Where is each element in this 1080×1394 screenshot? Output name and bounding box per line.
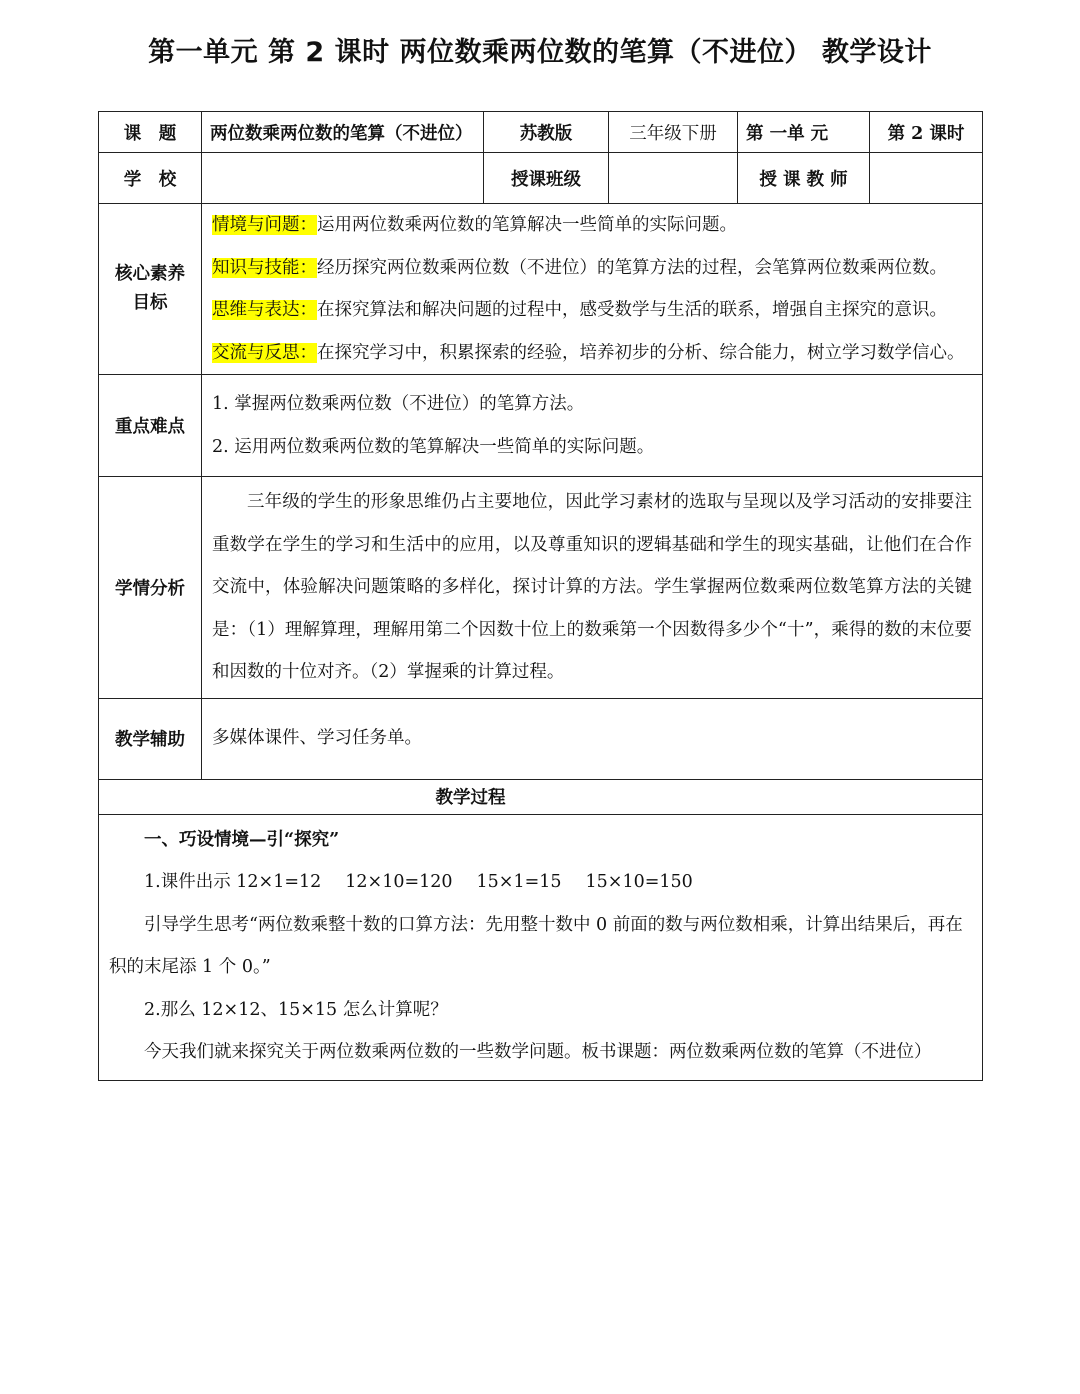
class-label: 授课班级 xyxy=(484,153,609,204)
process-title-row xyxy=(99,779,983,814)
topic-value: 两位数乘两位数的笔算（不进位） xyxy=(202,112,484,153)
header-row-topic xyxy=(99,112,983,153)
goal-text: 经历探究两位数乘两位数（不进位）的笔算方法的过程，会笔算两位数乘两位数。 xyxy=(317,257,947,278)
goals-content xyxy=(202,204,983,375)
key-point-item: 1. 掌握两位数乘两位数（不进位）的笔算方法。 xyxy=(212,394,585,414)
publisher: 苏教版 xyxy=(484,112,609,153)
goals-label-line1: 核心素养 xyxy=(115,264,185,284)
teacher-label: 授 课 教 师 xyxy=(738,153,870,204)
step-2: 2.那么 12×12、15×15 怎么计算呢？ xyxy=(144,999,448,1020)
process-row xyxy=(99,814,983,1080)
topic-label: 课 题 xyxy=(99,112,202,153)
formula: 15×1=15 xyxy=(476,872,562,892)
header-row-school xyxy=(99,153,983,204)
goal-tag-highlight: 情境与问题： xyxy=(212,215,317,235)
goals-label-line2: 目标 xyxy=(132,293,168,313)
goals-label xyxy=(99,204,202,375)
guide-text: 引导学生思考“两位数乘整十数的口算方法：先用整十数中 0 前面的数与两位数相乘，计算出结果后，再在积的末尾添 1 个 0。” xyxy=(109,914,963,977)
step-1-prefix: 1.课件出示 xyxy=(144,872,237,892)
intro-text: 今天我们就来探究关于两位数乘两位数的一些数学问题。板书课题：两位数乘两位数的笔算（不进位） xyxy=(144,1042,932,1062)
key-points-row xyxy=(99,375,983,477)
formula: 15×10=150 xyxy=(585,872,693,892)
goal-tag-highlight: 交流与反思： xyxy=(212,342,317,363)
grade: 三年级下册 xyxy=(609,112,738,153)
goal-item xyxy=(212,204,972,247)
goal-item xyxy=(212,247,972,290)
goals-row xyxy=(99,204,983,375)
aids-row xyxy=(99,698,983,779)
formula: 12×1=12 xyxy=(236,872,322,892)
goal-text: 在探究学习中，积累探索的经验，培养初步的分析、综合能力，树立学习数学信心。 xyxy=(317,342,965,363)
analysis-row xyxy=(99,477,983,699)
analysis-text: 三年级的学生的形象思维仍占主要地位，因此学习素材的选取与呈现以及学习活动的安排要注重数学在学生的学习和生活中的应用，以及尊重知识的逻辑基础和学生的现实基础，让他们在合作交流中，体验解决问题策略的多样化，探讨计算的方法。学生掌握两位数乘两位数笔算方法的关键是：（1）理解算理，理解用第二个因数十位上的数乘第一个因数得多少个“十”，乘得的数的末位要和因数的十位对齐。（2）掌握乘的计算过程。 xyxy=(202,477,983,699)
key-points-label: 重点难点 xyxy=(99,375,202,477)
lesson-plan-table xyxy=(98,111,983,1081)
lesson-number: 第 2 课时 xyxy=(870,112,983,153)
goal-text: 在探究算法和解决问题的过程中，感受数学与生活的联系，增强自主探究的意识。 xyxy=(317,300,947,320)
document-title: 第一单元 第 2 课时 两位数乘两位数的笔算（不进位） 教学设计 xyxy=(148,37,932,68)
unit: 第 一单 元 xyxy=(738,112,870,153)
goal-item xyxy=(212,289,972,332)
goal-item xyxy=(212,332,972,375)
section-heading: 一、巧设情境—引“探究” xyxy=(144,829,340,850)
school-label: 学 校 xyxy=(99,153,202,204)
step-1 xyxy=(109,861,972,904)
process-content xyxy=(99,814,983,1080)
analysis-label: 学情分析 xyxy=(99,477,202,699)
process-title: 教学过程 xyxy=(99,779,983,814)
formula: 12×10=120 xyxy=(345,872,453,892)
school-value xyxy=(202,153,484,204)
goal-tag-highlight: 思维与表达： xyxy=(212,300,317,320)
aids-text: 多媒体课件、学习任务单。 xyxy=(202,698,983,779)
key-point-item: 2. 运用两位数乘两位数的笔算解决一些简单的实际问题。 xyxy=(212,436,655,457)
key-points-content xyxy=(202,375,983,477)
aids-label: 教学辅助 xyxy=(99,698,202,779)
goal-text: 运用两位数乘两位数的笔算解决一些简单的实际问题。 xyxy=(317,215,737,235)
class-value xyxy=(609,153,738,204)
teacher-value xyxy=(870,153,983,204)
goal-tag-highlight: 知识与技能： xyxy=(212,257,317,278)
